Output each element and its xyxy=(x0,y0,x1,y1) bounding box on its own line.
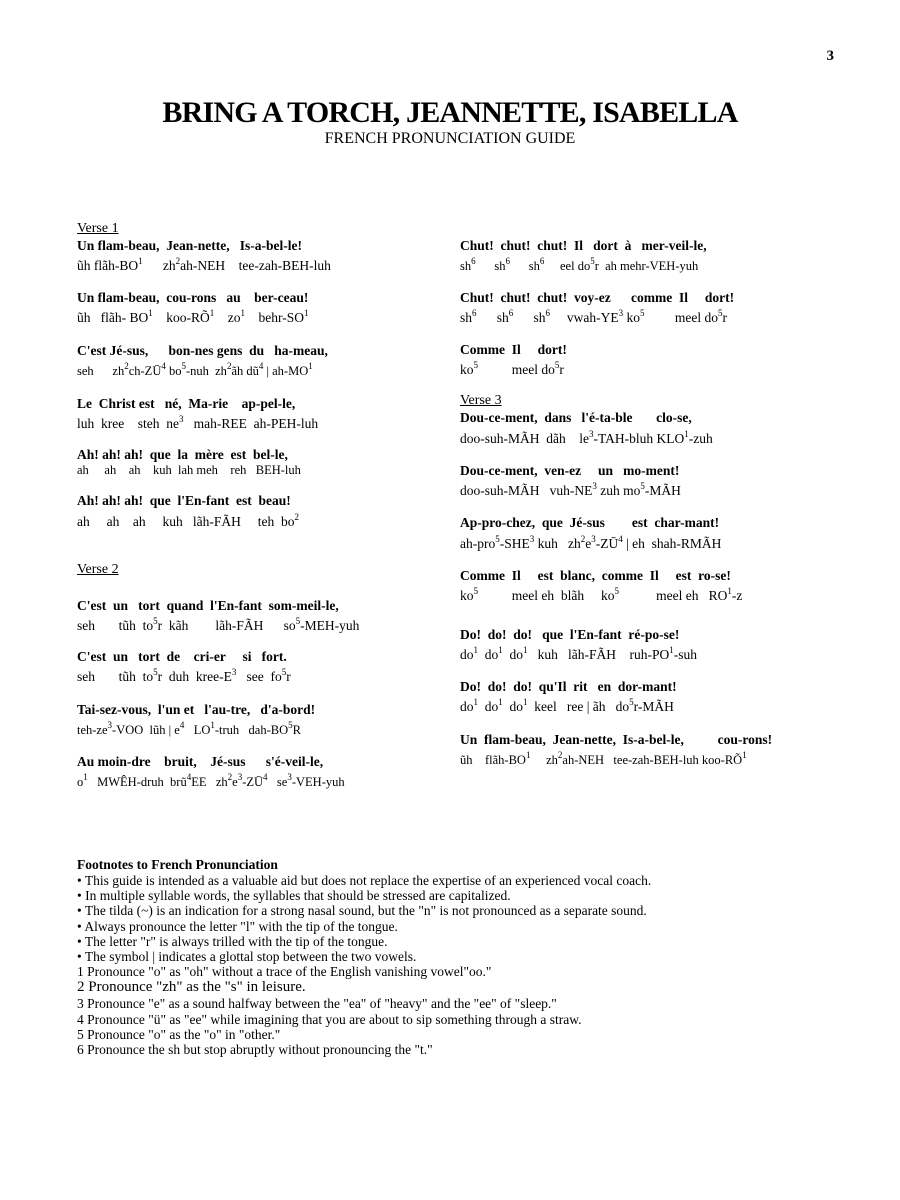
footnote-ref: 2 xyxy=(227,772,233,782)
footnote-ref: 6 xyxy=(508,308,514,318)
footnote-item: • In multiple syllable words, the syllables that should be stressed are capitalized. xyxy=(77,888,511,904)
footnote-ref: 1 xyxy=(498,697,503,707)
lyric-line: Ah! ah! ah! que la mère est bel-le, xyxy=(77,447,288,462)
verse-3-label: Verse 3 xyxy=(460,393,502,408)
lyric-line: Do! do! do! que l'En-fant ré-po-se! xyxy=(460,627,680,642)
pronunciation-line: seh tũh $to^5r$ kãh lãh-FÃH $so^5-MEH$-yuh xyxy=(77,616,360,633)
lyric-line: C'est un tort de cri-er si fort. xyxy=(77,649,287,664)
pronunciation-line: $sh^6$ $sh^6$ $sh^6$ eel $do^5r$ ah mehr-VEH-yuh xyxy=(460,256,699,273)
pronunciation-line: seh tũh $to^5r$ duh kree-$E^3$ see $fo^5r$ xyxy=(77,667,291,684)
pronunciation-line: ah ah ah kuh lãh-FÃH teh $bo^2$ xyxy=(77,512,299,529)
lyric-line: Un flam-beau, cou-rons au ber-ceau! xyxy=(77,290,309,305)
footnote-ref: 4 xyxy=(186,772,192,782)
lyric-line: Au moin-dre bruit, Jé-sus s'é-veil-le, xyxy=(77,754,324,769)
pronunciation-line: $o^1$ MWÊH-druh brũ$^4$EE $zh^2e^3-ZŪ^4$ $se^3-VEH$-yuh xyxy=(77,772,345,789)
footnote-ref: 5 xyxy=(554,360,560,370)
pronunciation-line: teh-$ze^3$-VOO lũh | $e^4$ $LO^1$-truh dah-$BO^5R$ xyxy=(77,720,301,737)
pronunciation-line: luh kree steh $ne^3$ mah-REE ah-PEH-luh xyxy=(77,414,319,431)
lyric-line: Chut! chut! chut! voy-ez comme Il dort! xyxy=(460,290,735,305)
footnote-ref: 6 xyxy=(545,308,551,318)
footnote-ref: 1 xyxy=(138,256,143,266)
footnote-ref: 3 xyxy=(592,481,597,491)
lyric-line: Ah! ah! ah! que l'En-fant est beau! xyxy=(77,493,291,508)
footnote-ref: 2 xyxy=(226,361,232,371)
footnote-ref: 5 xyxy=(288,720,293,730)
footnote-ref: 1 xyxy=(240,308,245,318)
pronunciation-line: ah-pro$^5$-SHE$^3$ kuh $zh^2e^3-ZŪ^4$ | eh shah-RMÃH xyxy=(460,534,722,551)
footnote-item: 2 Pronounce "zh" as the "s" in leisure. xyxy=(77,979,306,996)
footnote-ref: 5 xyxy=(629,697,634,707)
lyric-line: Comme Il dort! xyxy=(460,342,567,357)
lyric-line: Chut! chut! chut! Il dort à mer-veil-le, xyxy=(460,238,707,253)
footnote-ref: 4 xyxy=(179,720,185,730)
footnotes-title: Footnotes to French Pronunciation xyxy=(77,857,278,872)
footnote-ref: 4 xyxy=(618,534,623,544)
footnote-ref: 1 xyxy=(684,429,689,439)
footnote-item: 1 Pronounce "o" as "oh" without a trace of the English vanishing vowel"oo." xyxy=(77,964,492,980)
footnote-ref: 5 xyxy=(590,256,595,266)
footnote-ref: 3 xyxy=(107,720,113,730)
footnote-ref: 1 xyxy=(303,308,309,318)
footnote-ref: 1 xyxy=(473,645,478,655)
footnote-ref: 3 xyxy=(178,414,184,424)
footnote-ref: 5 xyxy=(473,586,478,596)
footnote-ref: 2 xyxy=(294,512,299,522)
footnote-ref: 2 xyxy=(124,361,129,371)
lyric-line: C'est Jé-sus, bon-nes gens du ha-meau, xyxy=(77,343,328,358)
footnote-ref: 1 xyxy=(210,720,215,730)
lyric-line: Dou-ce-ment, ven-ez un mo-ment! xyxy=(460,463,680,478)
footnote-ref: 1 xyxy=(669,645,674,655)
footnote-item: • This guide is intended as a valuable aid but does not replace the expertise of an experienced vocal coach. xyxy=(77,873,652,888)
footnote-ref: 2 xyxy=(557,750,563,760)
pronunciation-line: seh $zh^2ch-ZŪ^4$ $bo^5$-nuh $zh^2ãh$ $dũ^4$ | $ah-MO^1$ xyxy=(77,361,313,378)
verse-1-label: Verse 1 xyxy=(77,221,119,236)
footnote-item: • The letter "r" is always trilled with the tip of the tongue. xyxy=(77,933,388,949)
pronunciation-line: $ko^5$ meel eh blãh $ko^5$ meel eh $RO^1-z$ xyxy=(460,586,743,603)
footnote-ref: 5 xyxy=(495,534,500,544)
pronunciation-line: ũh flãh- $BO^1$ koo-$RÕ^1$ $zo^1$ behr-$SO^1$ xyxy=(77,308,309,325)
footnote-ref: 2 xyxy=(580,534,586,544)
footnote-item: • Always pronounce the letter "l" with the tip of the tongue. xyxy=(77,918,398,934)
footnote-ref: 5 xyxy=(473,360,478,370)
lyric-line: Le Christ est né, Ma-rie ap-pel-le, xyxy=(77,396,296,411)
footnote-ref: 5 xyxy=(295,616,301,626)
footnote-ref: 5 xyxy=(614,586,619,596)
footnote-ref: 1 xyxy=(742,750,747,760)
footnote-ref: 3 xyxy=(529,534,535,544)
footnote-ref: 1 xyxy=(523,697,528,707)
footnote-item: • The tilda (~) is an indication for a strong nasal sound, but the "n" is not pronounced as a separate sound. xyxy=(77,903,647,919)
footnote-ref: 1 xyxy=(308,361,313,371)
footnote-ref: 5 xyxy=(281,667,287,677)
lyric-line: Un flam-beau, Jean-nette, Is-a-bel-le! xyxy=(77,238,302,253)
footnote-item: 6 Pronounce the sh but stop abruptly without pronouncing the "t." xyxy=(77,1042,433,1058)
lyric-line: Do! do! do! qu'Il rit en dor-mant! xyxy=(460,679,677,694)
lyric-line: C'est un tort quand l'En-fant som-meil-le, xyxy=(77,598,339,613)
footnote-item: 4 Pronounce "ü" as "ee" while imagining that you are about to sip something through a straw. xyxy=(77,1011,582,1027)
footnote-ref: 5 xyxy=(153,616,158,626)
pronunciation-line: ũh flãh-$BO^1$ $zh^2ah$-NEH tee-zah-BEH-luh koo-$RÕ^1$ xyxy=(460,750,747,767)
footnote-ref: 4 xyxy=(258,361,264,371)
footnote-ref: 1 xyxy=(727,586,732,596)
footnote-ref: 1 xyxy=(209,308,215,318)
lyric-line: Un flam-beau, Jean-nette, Is-a-bel-le, cou-rons! xyxy=(460,732,773,747)
footnote-ref: 3 xyxy=(618,308,624,318)
lyric-line: Dou-ce-ment, dans l'é-ta-ble clo-se, xyxy=(460,410,692,425)
page-subtitle: FRENCH PRONUNCIATION GUIDE xyxy=(324,130,576,147)
pronunciation-line: $do^1$ $do^1$ $do^1$ kuh lãh-FÃH ruh-$PO^1$-suh xyxy=(460,645,697,662)
lyric-line: Ap-pro-chez, que Jé-sus est char-mant! xyxy=(460,515,720,530)
footnote-ref: 1 xyxy=(523,645,528,655)
footnote-ref: 5 xyxy=(153,667,158,677)
pronunciation-line: $ko^5$ meel $do^5r$ xyxy=(460,360,564,377)
pronunciation-line: $do^1$ $do^1$ $do^1$ keel ree | ãh $do^5r$-MÃH xyxy=(460,697,674,714)
footnotes xyxy=(77,857,837,1057)
footnote-ref: 3 xyxy=(591,534,596,544)
footnote-ref: 5 xyxy=(181,361,186,371)
pronunciation-line: ah ah ah kuh lah meh reh BEH-luh xyxy=(77,463,301,477)
footnote-ref: 6 xyxy=(539,256,545,266)
lyric-line: Comme Il est blanc, comme Il est ro-se! xyxy=(460,568,731,583)
pronunciation-line: $sh^6$ $sh^6$ $sh^6$ vwah-$YE^3$ $ko^5$ meel $do^5r$ xyxy=(460,308,728,325)
footnote-ref: 3 xyxy=(588,429,594,439)
footnote-ref: 5 xyxy=(718,308,723,318)
page-number: 3 xyxy=(826,48,834,64)
page-title: BRING A TORCH, JEANNETTE, ISABELLA xyxy=(162,96,738,129)
footnote-item: 3 Pronounce "e" as a sound halfway between the "ea" of "heavy" and the "ee" of "sleep." xyxy=(77,996,557,1012)
footnote-ref: 3 xyxy=(287,772,292,782)
footnote-ref: 1 xyxy=(525,750,531,760)
verse-2-label: Verse 2 xyxy=(77,562,119,577)
footnote-ref: 6 xyxy=(505,256,510,266)
footnote-ref: 1 xyxy=(148,308,153,318)
pronunciation-line: doo-suh-MÃH vuh-$NE^3$ zuh $mo^5$-MÃH xyxy=(460,481,681,498)
footnote-ref: 4 xyxy=(263,772,268,782)
footnote-ref: 3 xyxy=(237,772,243,782)
footnote-item: 5 Pronounce "o" as the "o" in "other." xyxy=(77,1026,281,1042)
pronunciation-line: ũh flãh-$BO^1$ $zh^2ah$-NEH tee-zah-BEH-luh xyxy=(77,256,331,273)
pronunciation-line: doo-suh-MÃH dãh $le^3-TAH$-bluh KLO$^1$-zuh xyxy=(460,429,713,446)
footnote-ref: 5 xyxy=(640,308,645,318)
footnote-ref: 4 xyxy=(161,361,166,371)
footnote-ref: 2 xyxy=(175,256,181,266)
footnote-ref: 3 xyxy=(231,667,237,677)
footnote-ref: 6 xyxy=(472,308,477,318)
footnote-item: • The symbol | indicates a glottal stop between the two vowels. xyxy=(77,949,417,965)
footnote-ref: 1 xyxy=(473,697,478,707)
footnote-ref: 5 xyxy=(640,481,645,491)
footnote-ref: 1 xyxy=(498,645,503,655)
footnote-ref: 6 xyxy=(471,256,476,266)
footnote-ref: 1 xyxy=(83,772,88,782)
lyric-line: Tai-sez-vous, l'un et l'au-tre, d'a-bord! xyxy=(77,702,316,717)
